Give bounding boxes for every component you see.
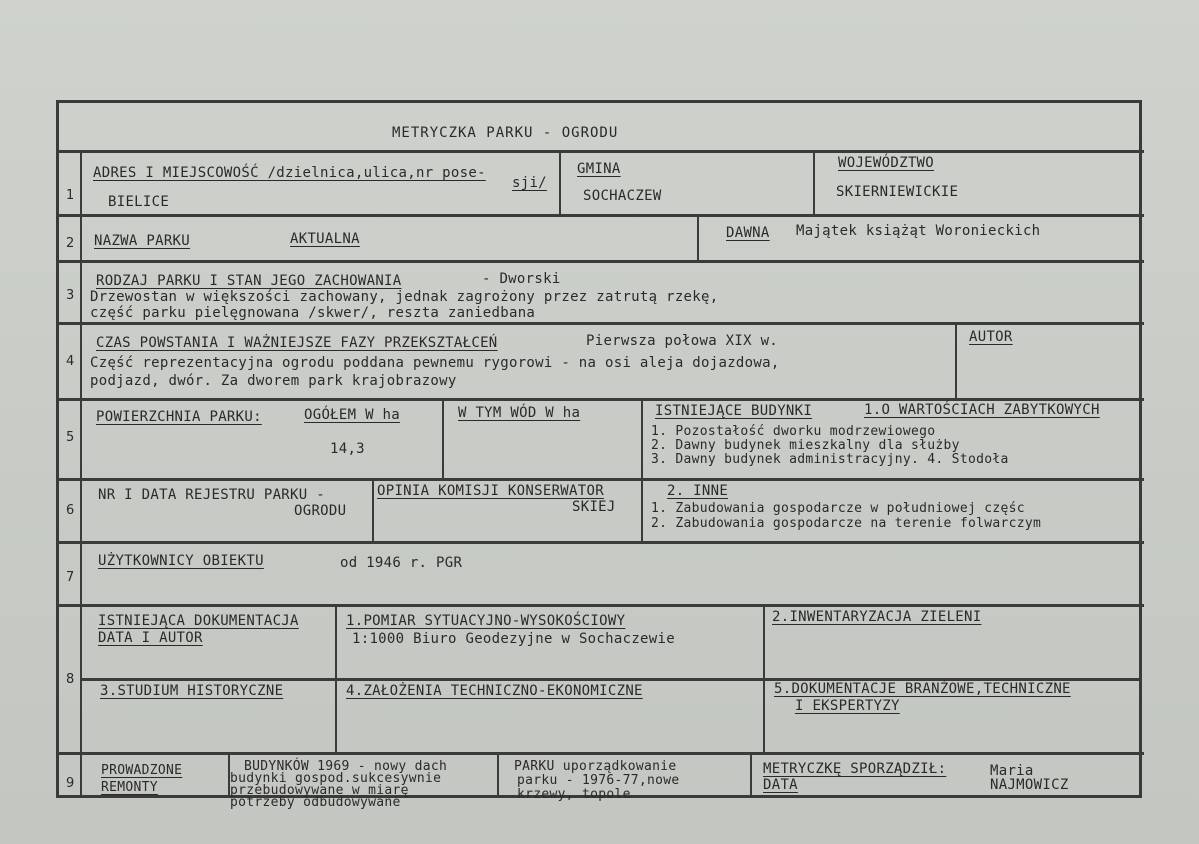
register-label: NR I DATA REJESTRU PARKU -	[98, 487, 325, 503]
buildings-repairs-line-2: budynki gospod.sukcesywnie	[230, 771, 442, 786]
register-label-cont: OGRODU	[294, 503, 347, 519]
former-name-value: Majątek książąt Woronieckich	[796, 223, 1041, 239]
rule-4	[58, 398, 1144, 401]
survey-label: 1.POMIAR SYTUACYJNO-WYSOKOŚCIOWY	[346, 613, 626, 629]
greenery-inventory-label: 2.INWENTARYZACJA ZIELENI	[772, 609, 982, 625]
documentation-label-cont: DATA I AUTOR	[98, 630, 203, 646]
row-number-3: 3	[66, 288, 75, 303]
condition-line-2: część parku pielęgnowana /skwer/, reszta zaniedbana	[90, 305, 536, 321]
rule-1	[58, 214, 1144, 217]
rule-3	[58, 322, 1144, 325]
gmina-value: SOCHACZEW	[583, 188, 662, 204]
buildings-repairs-line-3: przebudowywane w miarę	[230, 783, 409, 798]
condition-line-1: Drzewostan w większości zachowany, jednak zagrożony przez zatrutą rzekę,	[90, 289, 719, 305]
heritage-buildings-label: 1.O WARTOŚCIACH ZABYTKOWYCH	[864, 402, 1100, 418]
author-surname: NAJMOWICZ	[990, 777, 1069, 793]
area-total-label: OGÓŁEM W ha	[304, 407, 401, 423]
r8-div-b	[763, 606, 765, 754]
water-area-label: W TYM WÓD W ha	[458, 405, 581, 421]
r2-div	[697, 216, 699, 262]
row-number-8: 8	[66, 672, 75, 687]
voivodeship-value: SKIERNIEWICKIE	[836, 184, 959, 200]
users-value: od 1946 r. PGR	[340, 555, 463, 571]
r5-div-b	[641, 400, 643, 480]
rule-8	[58, 752, 1144, 755]
r8-div-a	[335, 606, 337, 754]
r6-div-a	[372, 480, 374, 543]
row-number-7: 7	[66, 570, 75, 585]
row-number-2: 2	[66, 236, 75, 251]
form-title: METRYCZKA PARKU - OGRODU	[392, 125, 619, 141]
r9-div-b	[497, 754, 499, 798]
branch-docs-label: 5.DOKUMENTACJE BRANŻOWE,TECHNICZNE	[774, 681, 1071, 697]
conservator-opinion-label: OPINIA KOMISJI KONSERWATOR	[377, 483, 604, 499]
documentation-label: ISTNIEJĄCA DOKUMENTACJA	[98, 613, 299, 629]
author-label: AUTOR	[969, 329, 1013, 345]
row-number-4: 4	[66, 354, 75, 369]
r1-div-b	[813, 152, 815, 216]
number-column-rule	[80, 152, 82, 797]
area-value: 14,3	[330, 441, 365, 457]
park-name-label: NAZWA PARKU	[94, 233, 191, 249]
park-repairs-line-2: parku - 1976-77,nowe	[517, 773, 680, 788]
address-value: BIELICE	[108, 194, 170, 210]
current-name-label: AKTUALNA	[290, 231, 360, 247]
historical-study-label: 3.STUDIUM HISTORYCZNE	[100, 683, 284, 699]
rule-6	[58, 541, 1144, 544]
park-repairs-line-3: krzewy, topole	[517, 787, 631, 802]
r5-div-a	[442, 400, 444, 480]
origin-line-2: podjazd, dwór. Za dworem park krajobrazowy	[90, 373, 457, 389]
origin-label: CZAS POWSTANIA I WAŻNIEJSZE FAZY PRZEKSZTAŁCEŃ	[96, 335, 498, 351]
users-label: UŻYTKOWNICY OBIEKTU	[98, 553, 264, 569]
gmina-label: GMINA	[577, 161, 621, 177]
buildings-repairs-line-4: potrzeby odbudowywane	[230, 795, 401, 810]
other-building-2: 2. Zabudowania gospodarcze na terenie folwarczym	[651, 516, 1042, 531]
other-building-1: 1. Zabudowania gospodarcze w południowej częśc	[651, 501, 1025, 516]
building-2: 2. Dawny budynek mieszkalny dla służby	[651, 438, 960, 453]
building-1: 1. Pozostałość dworku modrzewiowego	[651, 424, 936, 439]
r9-div-c	[750, 754, 752, 798]
park-type-value: - Dworski	[482, 271, 561, 287]
address-label-cont: sji/	[512, 175, 547, 191]
row-number-5: 5	[66, 430, 75, 445]
rule-title	[58, 150, 1144, 153]
origin-period: Pierwsza połowa XIX w.	[586, 333, 779, 349]
tech-econ-label: 4.ZAŁOŻENIA TECHNICZNO-EKONOMICZNE	[346, 683, 643, 699]
author-first-name: Maria	[990, 763, 1034, 779]
former-name-label: DAWNA	[726, 225, 770, 241]
row-number-9: 9	[66, 776, 75, 791]
row-number-6: 6	[66, 503, 75, 518]
area-label: POWIERZCHNIA PARKU:	[96, 409, 262, 425]
rule-2	[58, 260, 1144, 263]
park-repairs-line-1: PARKU uporządkowanie	[514, 759, 677, 774]
prepared-by-label: METRYCZKĘ SPORZĄDZIŁ:	[763, 761, 947, 777]
other-buildings-label: 2. INNE	[667, 483, 729, 499]
survey-value: 1:1000 Biuro Geodezyjne w Sochaczewie	[352, 631, 675, 647]
conservator-opinion-label-cont: SKIEJ	[572, 499, 616, 515]
date-label: DATA	[763, 777, 798, 793]
origin-line-1: Część reprezentacyjna ogrodu poddana pewnemu rygorowi - na osi aleja dojazdowa,	[90, 355, 780, 371]
r4-div	[955, 324, 957, 400]
buildings-repairs-line-1: BUDYNKÓW 1969 - nowy dach	[244, 759, 448, 774]
row-number-1: 1	[66, 188, 75, 203]
buildings-label: ISTNIEJĄCE BUDYNKI	[655, 403, 813, 419]
repairs-label: PROWADZONE	[101, 763, 183, 778]
voivodeship-label: WOJEWÓDZTWO	[838, 155, 935, 171]
rule-7	[58, 604, 1144, 607]
r6-div-b	[641, 480, 643, 543]
address-label: ADRES I MIEJSCOWOŚĆ /dzielnica,ulica,nr pose-	[93, 165, 486, 181]
branch-docs-label-cont: I EKSPERTYZY	[795, 698, 900, 714]
building-3: 3. Dawny budynek administracyjny. 4. Stodoła	[651, 452, 1009, 467]
rule-5	[58, 478, 1144, 481]
repairs-label-cont: REMONTY	[101, 780, 158, 795]
r1-div-a	[559, 152, 561, 216]
park-type-label: RODZAJ PARKU I STAN JEGO ZACHOWANIA	[96, 273, 402, 289]
